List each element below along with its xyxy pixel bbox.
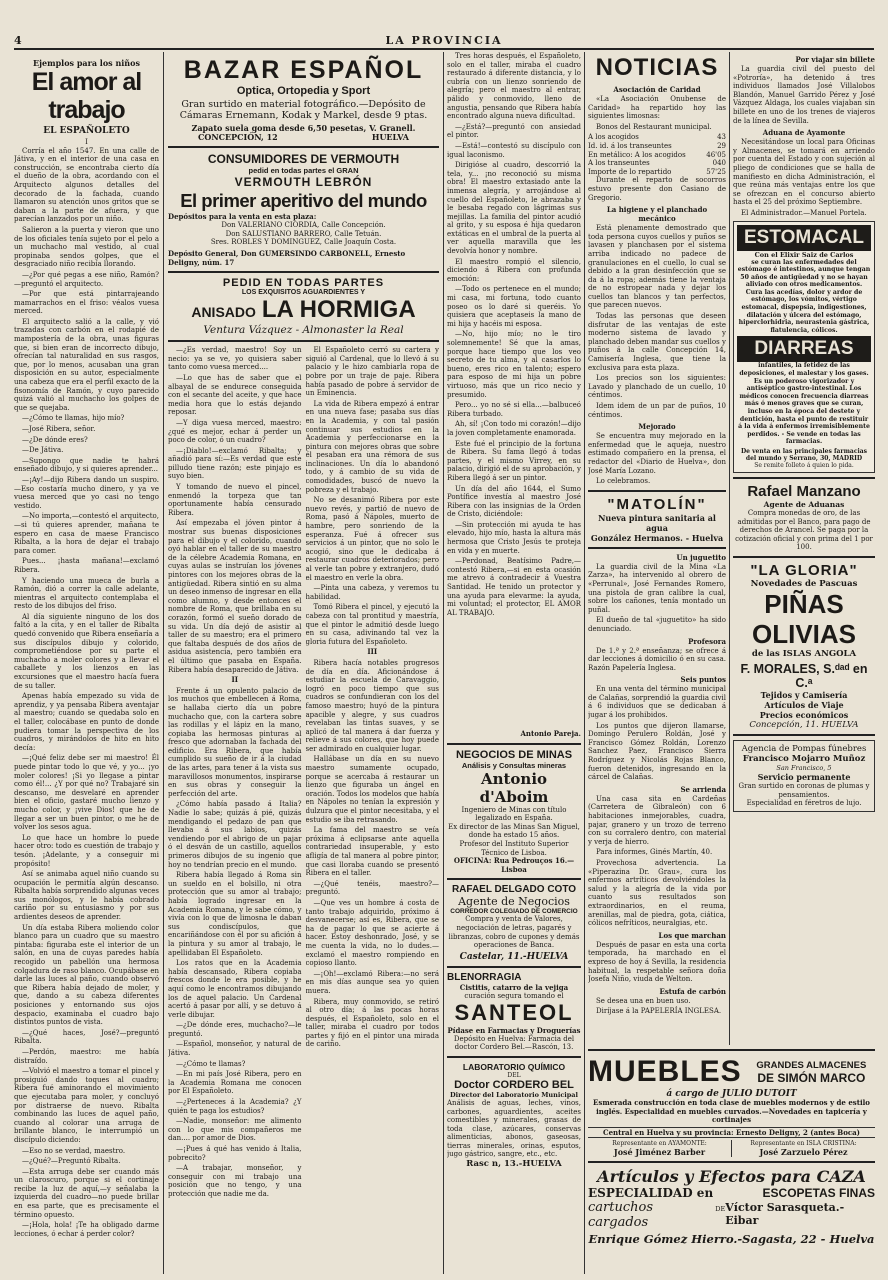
story-paragraph: —¿Está?—preguntó con ansiedad el pintor. [447,122,581,140]
gloria-brand: "LA GLORIA" [750,561,858,579]
story-paragraph: No se desanimó Ribera por este nuevo revés, y partió de nuevo de Roma, pasó á Nápoles, muerto de hambre, pero sonriendo de la esperanza. Fué á ofrecer sus servicios á un pintor, que no solo le acogió, sino que le dedicaba á restaurar cuadros deteriorados; pero al verle tan pobre y extranjero, dudó el maestro en verle la obra. [305,496,439,582]
story-paragraph: —¡Qué feliz debe ser mi maestro! Él puede pintar todo lo que vé, y yo... ¡yo moler colores! ¡Si yo llegase a pintar como él!... ¿Y por qué no? Trabajaré sin descanso, me desvelaré en aprender bien el oficio, gastaré mucho lienzo y mucho color, y ¡vive Dios! que he de llegar a ser un buen pintor, o me he de volver los sesos agua. [14,754,159,832]
bazar-zapato: Zapato suela goma desde 6,50 pesetas, V. Granell. [191,123,416,133]
story-paragraph: —Lo que has de saber que el albayal de se endurece conseguida con el secante del aceite, y que hace media hora que lo estás dejando reposar. [168,373,302,417]
vermouth-deposit-3: Sres. ROBLES Y DOMINGUEZ, Calle Joaquín Costa. [210,238,397,247]
aduana-p2: El Administrador.—Manuel Portela. [741,208,867,217]
noticias-p6: Los precios son los siguientes: Lavado y planchado de un cuello, 10 céntimos. [588,374,726,400]
profesora-p: De 1.ª y 2.ª enseñanza; se ofrece á dar lecciones á domicilio ó en su casa. Razón Papelería Inglesa. [588,646,726,672]
story-paragraph: La vida de Ribera empezó á entrar en una nueva fase; pasaba sus días en la Academia, y con tal pasión continuar sus estudios en la Academia y perfeccionarse en la pintura con mejores obras que sobre él pesaban era una rémora de sus inclinaciones. Un día lo abandonó todo, y á cambio de su vida de comodidades, buscó de nuevo la pobreza y el trabajo. [305,399,439,494]
billete-p: La guardia civil del puesto del «Potroría», ha detenido á tres individuos llamados José Villalobos Blandón, Manuel Garrido Pérez y José Vázquez Aldaga, los cuales viajaban sin billete en uno de los trenes de viajeros de la línea de Sevilla. [733,65,875,125]
story-paragraph: —José Ribera, señor. [22,425,96,433]
story-paragraph: —Esta arruga debe ser cuando más un claroscuro, porque si el cortinaje recibe la luz de aquí,—y señalaba la izquierda del cuadro—no puede brillar en esa parte, que es precisamente el término opuesto. [14,1167,159,1219]
story-paragraph: —De Játiva. [22,446,64,455]
hormiga-brand: LA HORMIGA [261,296,416,324]
muebles-b: DE SIMÓN MARCO [757,1070,866,1085]
lab-address: Rasc n, 13.-HUELVA [466,1159,562,1170]
story-title: El amor al trabajo [31,68,142,124]
hormiga-sub: LOS EXQUISITOS AGUARDIENTES Y [241,289,366,297]
reparto-amount: 43 [717,133,726,142]
story-paragraph: Apenas había empezado su vida de aprendiz, y ya pensaba Ribera aventajar al maestro; cuando se quedaba solo en el taller, colocábase en punto de donde pudiera tomar la perspectiva de los cuadros, y mirándolos de hito en hito decía: [14,692,159,752]
column-rule [584,52,585,1274]
story-paragraph: Pues... ¡hasta mañana!—exclamó Ribera. [14,557,159,574]
juguetito-p1: La guardia civil de la Mina «La Zarza», ha intervenido al obrero de «Perrunal», José Fernandes Romero, una pistola de gran calibre la cual, sobre los cañones, tenía montado un puñal. [588,562,726,614]
minas-ad [447,749,581,875]
profesora-h: Profesora [688,636,726,646]
vermouth-general: Depósito General, Don GUMERSINDO CARBONELL, Ernesto Deligny, núm. 17 [168,248,406,267]
story-paragraph: Un día estaba Ribera moliendo color blanco para un cuadro que su maestro pintaba: figuraba este el interior de un salón, en una de cuyas paredes había recogido un pabellón una hermosa colgadura de raso blanco. Ocupábase en darle las luces al paño, cuando observó que Ribera había dejado de moler, y que, dando a su cabeza diferentes posiciones y entornando sus ojos despacio, examinaba el cuadro bajo distintos puntos de vista. [14,923,159,1027]
story-paragraph: Ribera hacía notables progresos de día en día. Aficionándose á estudiar la escuela de Caravaggio, logró en poco tiempo que sus cuadros se confundieran con los del famoso maestro; huyó de la pintura apacible y alegre, y sus cuadros revelaban las tintas suaves, y se aplicó de tal manera á dar fuerza y relieve á sus colores, que hoy puede ser admirado en cualquier lugar. [305,658,439,753]
vermouth-head: CONSUMIDORES DE VERMOUTH [207,151,400,166]
manzano-text: Compra monedas de oro, de las admitidas por el Banco, para pago de derechos de Arancel. Se paga por la cotización oficial y con prima del 1 por 100. [735,508,873,552]
caza-escopetas: ESCOPETAS FINAS [762,1185,875,1200]
center-column [168,52,439,1274]
story-paragraph: —¿Qué haces, José?—preguntó Ribalta. [14,1028,159,1046]
noticias-p7: Idem idem de un par de puños, 10 céntimos. [588,402,726,419]
story-paragraph: —¡Pues á qué has venido á Italia, pobrecito? [168,1145,302,1162]
aduana-p1: Necesitándose un local para Oficinas y Almacenes, se tomará en arriendo por cuenta del Estado y con sujeción al pliego de condiciones que se halla de manifiesto en dicha Administración, el que reúna más ventajas entre los que se ofrezcan en el concurso abierto hasta el 25 del próximo Septiembre. [733,138,875,207]
minas-tag: OFICINA: [453,856,492,866]
lab-text: Análisis de aguas, leches, vinos, carbones, aguardientes, aceites comestibles y minerales, grasas de toda clase, azúcares, conservas alimenticias, abonos, gaseosas, tierras minerales, orinas, esputos, jugo gástrico, sangre, etc., etc. [447,1098,581,1159]
manzano-name: Rafael Manzano [747,482,861,500]
muebles-brand: MUEBLES [588,1055,742,1088]
noticias-h1: Asociación de Caridad [613,85,701,94]
story-paragraph: Y haciendo una mueca de burla a Ramón, dió a correr la calle adelante, mientras el arquitecto contemplaba el resto de los dibujos del friso. [14,576,159,611]
story-paragraph: —¡Ay!—dijo Ribera dando un suspiro.—Eso costaría mucho dinero, y ya ve vuesa merced que yo casi no tengo vestido. [14,475,159,510]
minas-sub: Análisis y Consultas mineras [461,760,567,770]
bazar-subtitle: Optica, Ortopedia y Sport [236,85,371,97]
reparto-label: A los transeuntes [588,159,650,168]
story-paragraph: El Españoleto cerró su cartera y siguió al Cardenal, que lo llevó á su palacio y le hizo cambiarla ropa de pobre por un traje de paje. Ribera había pasado de pobre á servidor de un Eminencia. [305,346,439,398]
pompas-address: San Francisco, 5 [776,763,832,772]
estufa-p2: Diríjase á la PAPELERÍA INGLESA. [596,1007,722,1016]
estomacal-ad [733,221,875,473]
reparto-row [588,151,726,160]
story-signature: Antonio Pareja. [520,729,581,738]
arrienda-p1: Una casa sita en Cardeñas (Carretera de Gibraleón) con 6 habitaciones inmejorables, cuadra, pajar, granero y un trozo de terreno con su corralero dentro, con material y verja de hierro. [588,794,726,846]
story-paragraph: Así empezaba el jóven pintor á mostrar sus buenas disposiciones para el dibujo y el colorido, cuando oyó hablar en el taller de su maestro de la célebre Academia Romana, en cuyas aulas se instruían los jóvenes pintores con los mejores obras de la antigüedad. Ribera sintió en su alma un deseo inmenso de ingresar en ella como alumno, y desde entonces el nombre de Roma, que brillaba en su corazón, formó el sueño dorado de su vida. Un día dejó de asistir al taller de su maestro; era el primero que faltaba después de dos años de asidua asistencia, pero también era el último que pasaba en España. Ribera había desaparecido de Játiva. [168,519,302,674]
story-paragraph: Salieron a la puerta y vieron que uno de los oficiales tenía sujeto por el pelo a un muchacho mal vestido, al cual propinaba sendos golpes, que el desgraciado niño recibía llorando. [14,225,159,269]
reparto-row [588,168,726,177]
caza-sarasqueta: Víctor Sarasqueta.-Eibar [725,1200,845,1227]
santeol-brand: SANTEOL [454,999,574,1025]
story-continuation-b [306,346,440,1266]
estomacal-foot2: Se remite folleto á quien lo pida. [754,461,854,469]
vermouth-deposit-1: Don VALERIANO CIORDIA, Calle Concepción. [221,221,386,230]
story-column [14,52,159,1274]
story-paragraph: —Español, monseñor, y natural de Játiva. [168,1040,302,1058]
pompas-especialidad: Especialidad en féretros de lujo. [746,799,862,808]
masthead [14,34,874,50]
story-paragraph: —¡Hola, hola! ¡Te ha obligado darme lecciones, ó echar á perder color? [14,1221,159,1238]
bazar-ad [168,56,439,142]
gloria-firm: F. MORALES, S.ᵈᵃᵈ en C.ᵃ [740,661,868,690]
gloria-articulos: Artículos de Viaje [764,699,844,710]
story-paragraph: Un día del año 1644, el Sumo Pontífice investía al maestro José Ribera con las insignias de la Orden de Cristo, diciéndole: [447,484,581,519]
story-paragraph: —Está!—contestó su discípulo con igual laconismo. [447,141,581,159]
reparto-row [588,133,726,142]
noticias-h3: Mejorado [638,422,676,432]
estomacal-text: se curan las enfermedades del estómago é intestinos, aunque tengan 50 años de antigüedad y no se hayan aliviado con otros medicamentos. Cura las acedías, dolor y ardor de estómago, los vómitos, vértigo estomacal, dispepsia, indigestiones, dilatación y úlcera del estómago, hiperclorhidria, neurastenia gástrica, flatulencia, cólicos. [737,258,871,334]
seis-puntos-p2: Los puntos que dijeron llamarse, Domingo Perulero Roldán, José y Francisco Gómez Roldán, Lorenzo Sanchez Paez, Francisco Sierra Rodríguez y Nicolás Rojas Blanco, fueron detenidos, ingresando en la cárcel de Calañas. [588,721,726,782]
story-paragraph: —¿Por qué pegas a ese niño, Ramón? —preguntó el arquitecto. [14,270,159,288]
noticias-p1: «La Asociación Onubense de Caridad» ha repartido hoy las siguientes limosnas: [588,95,726,121]
story-paragraph: —Y diga vuesa merced, maestro: ¿qué es mejor, echar á perder un poco de color, ó un cuadro? [168,418,302,445]
vermouth-ad [168,152,439,268]
story-paragraph: —¿De dónde eres, muchacho?—le preguntó. [168,1021,302,1038]
noticias-p4: Está plenamente demostrado que toda persona cuyos cuellos y puños se lavasen y planchasen por el sistema arriba indicado no padece de granulaciones en el cuello, lo cual se debido a la gran desinfección que se da á la ropa; además tiene la ventaja de no estropear nada y dejar los cuellos tan blancos y tan perfectos, que parecen nuevos. [588,224,726,310]
coto-name: RAFAEL DELGADO COTO [451,884,577,896]
noticias-title: NOTICIAS [595,54,719,81]
story-paragraph: Así se animaba aquel niño cuando su ocupación le permitía algún descanso. Ribalta había sorprendido algunas veces sus monólogos, y le había cobrado cariño por su entusiasmo y por sus ardientes deseos de aprender. [14,870,159,922]
story-paragraph: —Perdón, maestro: me había distraído. [14,1047,159,1065]
story-paragraph: —Todo os pertenece en el mundo; mi casa, mi fortuna, todo cuanto poseo os lo daré si queréis. Yo quisiera que aceptaseis la mano de mi hija y hacéis mi esposa. [447,285,581,328]
coto-ad [447,884,581,961]
diarreas-text: infantiles, la fetidez de las deposiciones, el malestar y los gases. Es un poderoso vigorizador y antiséptico gastro-intestinal. Los médicos conocen frecuencia diarreas más ó menos graves que se curan, incluso en la época del destete y dentición, hasta el punto de restituir á la vida á enfermos irremisiblemente perdidos. - Se vende en todas las farmacias. [738,362,870,446]
vermouth-depositos: Depósitos para la venta en esta plaza: [168,211,317,221]
story-paragraph: ¿Cómo había pasado á Italia? Nadie lo sabe; quizás á pié, quizás mendigando el pedazo de pan que llevaba á sus labios, quizás vendiendo por el abrigo de un pajar ó el desván de un castillo, aquellos primeros dibujos de su ingenio que hoy no tendrían precio en el mundo. [168,800,302,869]
story-paragraph: El arquitecto salió a la calle, y vió trazadas con carbón en el rodapié de mampostería de la obra, unas figuras que, si bien eran de incorrecto dibujo, ofrecían tal naturalidad en sus rasgos, que, por lo menos, acusaban una gran disposición en su autor, especialmente una cabeza que era el perfil exacto de la fisonomía de Ramón, y cuyo parecido quizá valió al muchacho los golpes de que se quejaba. [14,317,159,412]
muebles-central: Central en Huelva y su provincia: Ernesto Deligny, 2 (antes Boca) [588,1127,875,1138]
story-paragraph: —¿Es verdad, maestro! Soy un necio: ya se ve, yo quisiera saber tanto como vuesa merced.... [168,346,302,372]
pompas-h: Agencia de Pompas fúnebres [741,743,867,754]
santeol-ask: Pídase en Farmacias y Droguerías [447,1025,581,1035]
gloria-islas: de las ISLAS ANGOLA [751,648,857,659]
coto-address: Castelar, 11.-HUELVA [459,951,569,962]
story-paragraph: —Por que está pintarrajeando mamarrachos en el friso: véalos vuesa merced. [14,290,159,316]
story-paragraph: Lo que hace un hombre lo puede hacer otro: todo es cuestión de trabajo y tesón. ¡Adelante, y a conseguir mi propósito! [14,833,159,868]
story-paragraph: —¡Diablo!—exclamó Ribalta; y añadió para sí:—Es verdad que este pilludo tiene razón; este pinjajo es suyo bien. [168,446,302,481]
caza-title: Artículos y Efectos para CAZA [597,1166,866,1186]
seis-puntos-p1: En una venta del término municipal de Calañas, sorprendió la guardia civil á 6 individuos que se dedicaban á jugar á los prohibidos. [588,685,726,720]
santeol-h1: BLENORRAGIA [447,971,522,983]
minas-l3: Profesor del Instituto Superior Técnico de Lisboa. [459,839,569,857]
estufa-p1: Se desea una en buen uso. [596,996,691,1005]
gloria-tejidos: Tejidos y Camisería [760,689,848,700]
marchan-h: Los que marchan [658,930,726,940]
story-paragraph: —¿Qué?—Preguntó Ribalta. [22,1157,121,1166]
reparto-row [588,159,726,168]
caza-de: DE [715,1204,726,1213]
story-paragraph: Frente á un opulento palacio de los muchos que embellecen á Roma, se hallaba cierto día un pobre muchacho que, con la cartera sobre las rodillas y el lápiz en la mano, copiaba las hermosas pinturas al fresco que adornaban la fachada del edificio. Era Ribera, que había cumplido su sueño de ir á la ciudad de las artes, para tener á la vista sus maravillosos monumentos, inspirarse en sus obras y conseguir la perfección del arte. [168,686,302,798]
vermouth-brand: VERMOUTH LEBRÓN [234,174,373,189]
story-subtitle: EL ESPAÑOLETO [43,126,130,136]
hormiga-ad [168,277,439,336]
reparto-amount: 040 [712,159,726,168]
gloria-precios: Precios económicos [759,709,849,720]
reparto-row [588,142,726,151]
story-paragraph: Pero... yo no sé si ella...—balbuceó Ribera turbado. [447,401,581,418]
story-paragraph: —Que ves un hombre á costa de tanto trabajo adquirido, próximo á desvanecerse; así es, Ribera, que se ha de pagar lo que se acierte á hacer. Estoy deshonrado, José, y se me cuenta la vida, no lo dudes.—exclamó el maestro rompiendo en copioso llanto. [305,898,439,968]
story-paragraph: III [367,647,378,657]
minas-name: Antonio d'Aboim [479,769,549,806]
minas-address: Rua Pedrouços 16.—Lisboa [493,856,575,874]
vermouth-slogan: El primer aperitivo del mundo [180,189,427,211]
gloria-ad [733,562,875,730]
piperazina-p: Provechosa advertencia. La «Piperazina Dr. Grau», cura los enfermos artríticos devolviéndoles la salud y la alegría de la vida por cuanto sus resultados son extraordinarios, en el reuma, arenillas, mal de piedra, gota, ciática, cólicos nefríticos, neuralgias, etc. [588,858,726,928]
reparto-label: A los acogidos [588,133,639,142]
story-paragraph: —Pinta una cabeza, y veremos tu habilidad. [305,584,439,601]
caza-especialidad: ESPECIALIDAD en [588,1185,714,1200]
matolin-l2: González Hermanos. - Huelva [590,532,724,543]
story-paragraph: El maestro rompió el silencio, diciendo á Ribera con profunda emoción: [447,257,581,283]
column-four [447,52,581,1274]
story-kicker: Ejemplos para los niños [33,58,140,68]
noticias-h2: La higiene y el planchado mecánico [606,205,708,224]
muebles-text: Esmerada construcción en toda clase de muebles modernos y de estilo inglés. Especialidad en muebles curvados.—Novedades en tapicería y cortinajes [593,1098,870,1125]
muebles-rep1-label: Representante en AYAMONTE: [612,1139,707,1147]
caza-cartuchos: cartuchos cargados [588,1199,653,1230]
vermouth-ask: pedid en todas partes el GRAN [248,165,359,175]
noticias-p2: Bonos del Restaurant municipal. [596,122,712,131]
story-paragraph: Hallábase un día en su nuevo maestro sumamente ocupado, porque se acercaba á restaurar un lienzo que figuraba un ángel en oración. Todos los modelos que había en Nápoles no tenían la expresión y dulzura que el pintor necesitaba, y el estudio se iba retrasando. [305,755,439,824]
seis-puntos-h: Seis puntos [680,675,726,685]
hormiga-pedid: PEDID EN TODAS PARTES [222,277,385,290]
minas-title: NEGOCIOS DE MINAS [455,748,573,761]
story-continuation-c [447,52,581,730]
story-paragraph: II [231,675,239,685]
estufa-h: Estufa de carbón [659,986,726,996]
gloria-pinas: PIÑAS OLIVIAS [751,588,856,649]
muebles-a: GRANDES ALMACENES [756,1059,867,1071]
story-paragraph: —Sin protección mi ayuda te has elevado, hijo mío, hasta la altura más hermosa que Cristo Jesús te proteja en vida y en muerte. [447,520,581,555]
estomacal-sub: Con el Elixir Saiz de Carlos [754,250,854,259]
column-rule [443,52,444,1274]
story-chapter: I [85,138,88,146]
story-paragraph: —¿De dónde eres? [22,435,88,444]
caza-footer: Enrique Gómez Hierro.-Sagasta, 22 - Huelva [588,1231,875,1246]
story-paragraph: —En mi país José Ribera, pero en la Academia Romana me conocen por El Españoleto. [168,1070,302,1096]
story-paragraph: Tres horas después, el Españoleto, solo en el taller, miraba el cuadro restaurado á diferente distancia, y lo cubría con un lienzo sonriendo de alegría; pero el maestro al entrar, pálido y conmovido, lleno de angustia, pensando que Ribera había encontrado alguna nueva dificultad. [447,52,581,121]
coto-role: Agente de Negocios [458,895,570,909]
bazar-title: BAZAR ESPAÑOL [183,56,424,84]
lab-director: Director del Laboratorio Municipal [450,1090,578,1099]
santeol-h2: Cistitis, catarro de la vejiga [459,982,569,992]
juguetito-p2: El dueño de tal «juguetito» ha sido denunciado. [588,616,726,633]
story-body [14,147,159,1239]
story-paragraph: —¿Cómo te llamas, hijo mío? [22,414,125,423]
coto-corredor: CORREDOR COLEGIADO DE COMERCIO [450,908,578,916]
laboratorio-ad [447,1062,581,1169]
gloria-sub: Novedades de Pascuas [750,578,858,589]
matolin-brand: "MATOLÍN" [607,495,707,513]
story-paragraph: —No, hijo mío; no le tiro solemnemente! Sé que la amas, porque hace tiempo que los veo secreto de tu alma, y al casarlos lo bueno, eres rico en talento; espero para esposo de mi hija un pobre virtuoso, más que un rico necio y presumido. [447,330,581,399]
muebles-rep2-name: José Zarzuelo Pérez [759,1146,848,1157]
santeol-ad [447,972,581,1052]
story-paragraph: —Supongo que nadie te habrá enseñado dibujo, y si quieres aprender... [14,456,159,474]
story-continuation-a [168,346,302,1266]
story-paragraph: —No importa,—contestó el arquitecto,—si tú quieres aprender, mañana te espero en casa de maese Francisco Ribalta, a la hora de dejar el trabajo para comer. [14,512,159,555]
arrienda-p2: Para informes, Ginés Martín, 40. [596,848,713,857]
lab-head: LABORATORIO QUÍMICO [462,1061,566,1072]
reparto-amount: 29 [717,141,726,150]
story-paragraph: Corría el año 1547. En una calle de Játiva, y en el interior de una casa en construcción, se encontraba cierto día el dueño de la obra, acordando con el Arquitecto algunos detalles del decorado de la fachada, cuando llamaron su atención unos gritos que se daban a la parte de afuera, y que parecían lanzados por un niño. [14,146,159,224]
pompas-servicio: Servicio permanente [757,771,851,782]
newspaper-title: LA PROVINCIA [385,34,503,47]
muebles-rep1-name: José Jiménez Barber [613,1146,706,1157]
estomacal-foot: De venta en las principales farmacias del mundo y Serrano, 30, MADRID [740,447,868,462]
story-paragraph: —¿Qué tenéis, maestro?—preguntó. [305,879,439,897]
story-paragraph: Los ratos que en la Academia había descansado, Ribera copiaba frescos donde le era posible, y he aquí como le encontramos dibujando los de aquel palacio. Un Cardenal acertó á pasar por allí, y se detuvo á verle dibujar. [168,959,302,1019]
story-paragraph: Ah, sí! ¡Con todo mi corazón!—dijo la joven completamente enamorada. [447,420,581,437]
hormiga-anisado: ANISADO [191,304,256,321]
bazar-text: Gran surtido en material fotográfico.—Depósito de Cámaras Ernemann, Kodak y Markel, desde 9 ptas. [179,99,428,121]
page-number: 4 [14,34,24,47]
story-paragraph: Ribera, muy conmovido, se retiró al otro día; á las pocas horas después, el Españoleto, solo en el taller, miraba el cuadro por todos partes y fijó en el pintor una mirada de cariño. [305,997,439,1049]
story-paragraph: —Perdonad, Beatísimo Padre,—contestó Ribera,—si en esta ocasión me atrevo á contradecir á Vuestra Santidad. He tenido un protector y una ayuda para elevarme: la ayuda, mi voluntad; el protector, EL AMOR AL TRABAJO. [447,557,581,617]
story-paragraph: —A trabajar, monseñor, y conseguir con mi trabajo una posición que no tengo, y una protección que nadie me da. [168,1164,302,1198]
reparto-label: Importe de lo repartido [588,167,672,176]
bottom-ads [588,1045,875,1275]
reparto-table [588,133,726,176]
manzano-role: Agente de Aduanas [763,499,845,509]
arrienda-h: Se arrienda [680,784,726,794]
marchan-p: Después de pasar en esta una corta temporada, ha marchado en el expreso de hoy á Sevilla, la residencia habitual, la respetable señora doña Josefa Niño, viuda de Welton. [588,940,726,984]
story-paragraph: La fama del maestro se veía próxima á eclipsarse ante aquella contrariedad insuperable, y esto afligía de tal manera al pobre pintor, que casi lloraba cuando se presentó Ribera en el taller. [305,826,439,878]
story-paragraph: Y tomando de nuevo el pincel, enmendó la torpeza que tan oportunamente había censurado Ribera. [168,483,302,517]
aduana-h: Aduana de Ayamonte [762,128,846,138]
minas-l2: Ex director de las Minas San Miguel, donde ha estado 15 años. [448,822,580,840]
noticias-p3: Durante el reparto de socorros estuvo presente don Casiano de Gregorio. [588,176,726,202]
story-paragraph: —Volvió el maestro a tomar el pincel y prosiguió dando toques al cuadro; Ribera fué aminorando el movimiento que ejecutaba para moler, y concluyó por distraerse de nuevo. Ribalta combinando las luces de aquel paño, cuando al colorar una arruga de brillante blanco, le interrumpió un discípulo diciendo: [14,1067,159,1144]
story-paragraph: —Eso no se verdad, maestro. [22,1146,126,1155]
reparto-label: Id. id. á los transeuntes [588,141,672,150]
santeol-deposito: Depósito en Huelva: Farmacia del doctor Cordero Bel.—Rascón, 13. [453,1034,575,1052]
pompas-name: Francisco Mojarro Muñoz [742,753,866,764]
diarreas-brand: DIARREAS [737,336,871,362]
noticias-p5: Todas las personas que deseen disfrutar de las ventajas de este moderno sistema de lavado y planchado deben mandar sus cuellos y puños á la calle Concepción 14, Camisería Inglesa, que tiene la exclusiva para esta plaza. [588,312,726,372]
minas-l1: Ingeniero de Minas con título legalizado en España. [461,805,567,823]
matolin-ad [588,496,726,543]
muebles-rep2-label: Representante en ISLA CRISTINA: [750,1139,857,1147]
caza-ad [588,1167,875,1246]
manzano-ad [733,483,875,552]
column-rule [163,52,164,1274]
bazar-city: HUELVA [371,132,409,142]
gloria-address: Concepción, 11. HUELVA [749,719,859,730]
story-paragraph: —¿Perteneces á la Academia? ¿Y quién te paga los estudios? [168,1098,302,1115]
muebles-cargo: á cargo de JULIO DUTOIT [666,1089,797,1099]
noticias-p9: Lo celebramos. [596,477,651,486]
story-paragraph: Tomó Ribera el pincel, y ejecutó la cabeza con tal prontitud y maestría, que el pintor le admitió desde luego en su casa, adivinando tal vez la gloria futura del Españoleto. [305,603,439,646]
reparto-amount: 57'25 [706,167,726,176]
bazar-address: CONCEPCIÓN, 12 [198,132,278,142]
story-paragraph: Ribera había llegado á Roma sin un sueldo en el bolsillo, ni otra protección que su amor al trabajo; había logrado ingresar en la Academia Romana, y le sabe cómo, y vivía con lo que de limosna le daban sus condiscípulos, que encariñándose con él por su afición á la pintura y su amor al trabajo, le apellidaban El Españoleto. [168,871,302,957]
matolin-l1: Nueva pintura sanitaria al agua [598,512,716,533]
juguetito-h: Un juguetito [676,552,726,562]
pompas-text: Gran surtido en coronas de plumas y pensamientos. [738,781,870,799]
santeol-h3: curación segura tomando el [464,991,564,1000]
reparto-label: En metálico: A los acogidos [588,150,686,159]
story-paragraph: —¿Cómo te llamas? [176,1059,246,1068]
story-paragraph: Al día siguiente ninguno de los dos faltó a la cita, y en el taller de Ribalta quedó convenido que Ribera enseñaría a sus discípulos dibujo y colorido, comprometiéndose por su parte el muchacho a moler colores y a llevar el caballete y los lienzos en las excursiones que el maestro hacía fuera de su taller. [14,612,159,690]
reparto-amount: 46'05 [706,150,726,159]
estomacal-brand: ESTOMACAL [737,225,871,251]
story-paragraph: Dirigióse al cuadro, descorrió la tela, y... ¡no reconoció su misma obra! El maestro extasiado ante la inmensa alegría, y arrojándose al cuello del Españoleto, le abrazaba y le besaba regado con lágrimas sus mejillas. La familia del pintor acudió al grito, y su esposa é hija quedaron extáticas en el umbral de la puerta al ver aquella maravilla que les devolvía honor y nombre. [447,161,581,256]
story-paragraph: —¡Oh!—exclamó Ribera:—no será en mis días aunque sea yo quien muera. [305,969,439,995]
story-paragraph: —Nadie, monseñor: me alimento con lo que mis compañeros me dan.... por amor de Dios. [168,1117,302,1143]
billete-h: Por viajar sin billete [795,55,875,64]
hormiga-maker: Ventura Vázquez - Almonaster la Real [203,324,404,337]
noticias-p8: Se encuentra muy mejorado en la enfermedad que le aqueja, nuestro estimado compañero en la prensa, el redactor del «Diario de Huelva», don José María Lozano. [588,432,726,475]
vermouth-deposit-2: Don SALUSTIANO BARRERO, Calle Tetuán. [225,229,382,238]
story-paragraph: Este fué el principio de la fortuna de Ribera. Su fama llegó á todas partes, y el mismo Virrey, en su palacio, dirigió el de su aprobación, y Ribera llegó á ser un pintor. [447,439,581,482]
lab-doctor: Doctor CORDERO BEL [454,1078,574,1091]
pompas-ad [733,740,875,812]
lab-del: DEL [507,1071,521,1079]
coto-text: Compra y venta de Valores, negociación de letras, pagarés y libranzas, cobro de cupones y demás operaciones de Banca. [448,915,580,950]
